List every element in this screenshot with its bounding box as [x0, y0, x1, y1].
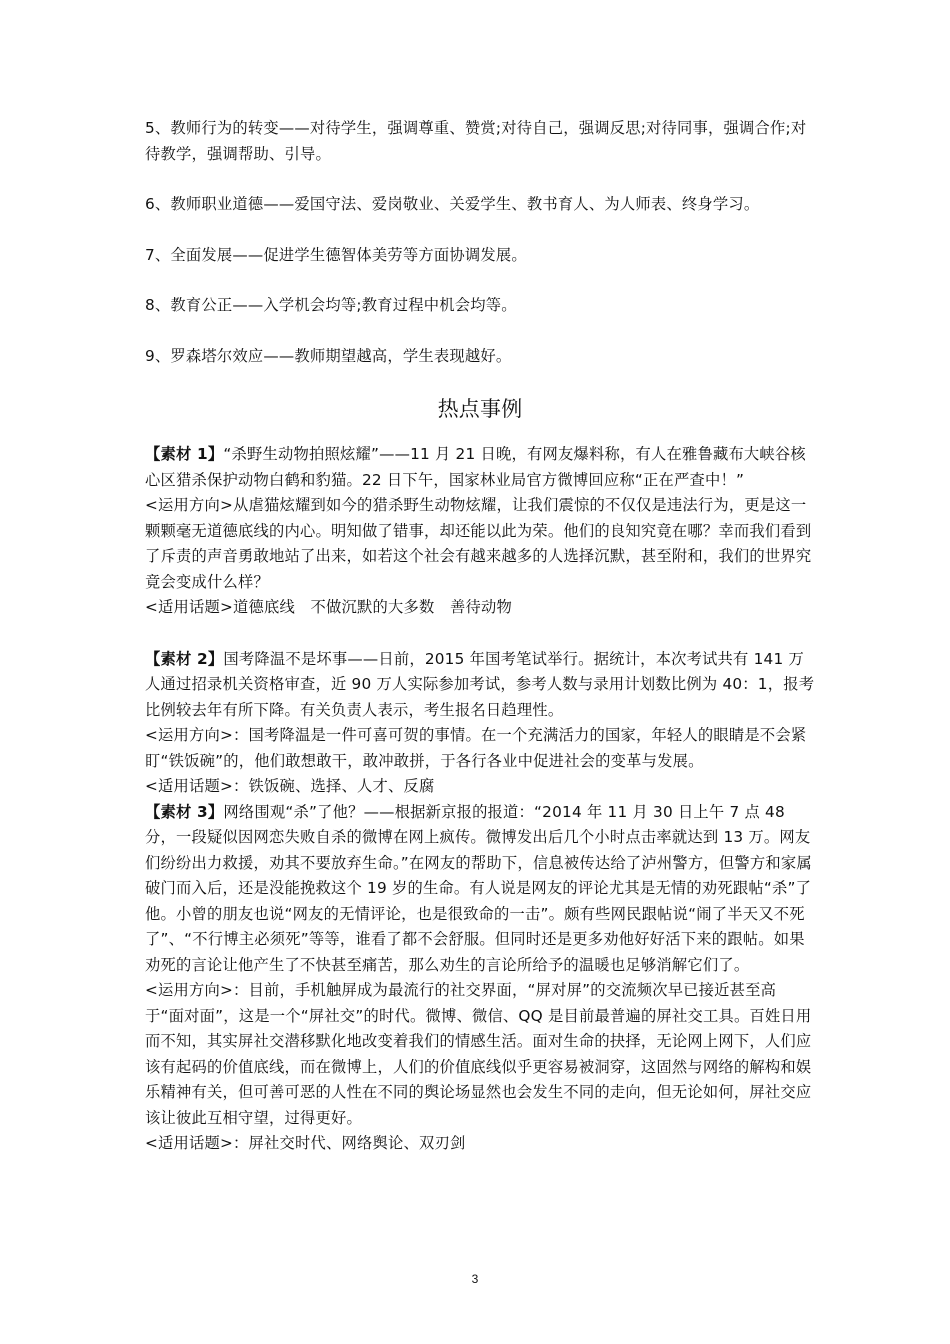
material-2 [145, 647, 815, 800]
material-1-body: “杀野生动物拍照炫耀”——11 月 21 日晚，有网友爆料称，有人在雅鲁藏布大峡谷核心区猎杀保护动物白鹤和豹猫。22 日下午，国家林业局官方微博回应称“正在严查中！” [145, 445, 806, 489]
document-page [145, 116, 815, 1157]
material-1 [145, 442, 815, 621]
material-2-text [145, 647, 815, 724]
material-3-direction: <运用方向>：目前，手机触屏成为最流行的社交界面，“屏对屏”的交流频次早已接近甚至高于“面对面”，这是一个“屏社交”的时代。微博、微信、QQ 是目前最普遍的屏社交工具。百姓日用而不知，其实屏社交潜移默化地改变着我们的情感生活。面对生命的抉择，无论网上网下，人们应该有起码的价值底线，而在微博上，人们的价值底线似乎更容易被洞穿，这固然与网络的解构和娱乐精神有关，但可善可恶的人性在不同的舆论场显然也会发生不同的走向，但无论如何，屏社交应该让彼此互相守望，过得更好。 [145, 981, 812, 1127]
material-2-body: 国考降温不是坏事——日前，2015 年国考笔试举行。据统计，本次考试共有 141 万人通过招录机关资格审查，近 90 万人实际参加考试，参考人数与录用计划数比例为 40：1，报考比例较去年有所下降。有关负责人表示，考生报名日趋理性。 [145, 649, 815, 719]
point-6: 6、教师职业道德——爱国守法、爱岗敬业、关爱学生、教书育人、为人师表、终身学习。 [145, 195, 760, 213]
material-1-label: 【素材 1】 [145, 445, 224, 463]
point-8: 8、教育公正——入学机会均等;教育过程中机会均等。 [145, 296, 517, 314]
material-3-body: 网络围观“杀”了他？——根据新京报的报道：“2014 年 11 月 30 日上午 7 点 48 分，一段疑似因网恋失败自杀的微博在网上疯传。微博发出后几个小时点击率就达到 13 万。网友们纷纷出力救援，劝其不要放弃生命。”在网友的帮助下，信息被传达给了泸州警方，但警方和家属破门而入后，还是没能挽救这个 19 岁的生命。有人说是网友的评论尤其是无情的劝死跟帖“杀”了他。小曾的朋友也说“网友的无情评论，也是很致命的一击”。颇有些网民跟帖说“闹了半天又不死了”、“不行博主必须死”等等，谁看了都不会舒服。但同时还是更多劝他好好活下来的跟帖。如果劝死的言论让他产生了不快甚至痛苦，那么劝生的言论所给予的温暖也足够消解它们了。 [145, 802, 812, 974]
page-number: 3 [471, 1272, 479, 1286]
section-title: 热点事例 [437, 397, 523, 421]
material-3-text [145, 800, 815, 979]
material-1-topics: <适用话题>道德底线 不做沉默的大多数 善待动物 [145, 598, 512, 616]
point-5: 5、教师行为的转变——对待学生，强调尊重、赞赏;对待自己，强调反思;对待同事，强调合作;对待教学，强调帮助、引导。 [145, 119, 807, 163]
material-1-direction: <运用方向>从虐猫炫耀到如今的猎杀野生动物炫耀，让我们震惊的不仅仅是违法行为，更是这一颗颗毫无道德底线的内心。明知做了错事，却还能以此为荣。他们的良知究竟在哪？幸而我们看到了斥责的声音勇敢地站了出来，如若这个社会有越来越多的人选择沉默，甚至附和，我们的世界究竟会变成什么样？ [145, 496, 812, 591]
material-2-topics: <适用话题>：铁饭碗、选择、人才、反腐 [145, 777, 435, 795]
material-3-label: 【素材 3】 [145, 802, 224, 821]
point-7: 7、全面发展——促进学生德智体美劳等方面协调发展。 [145, 245, 527, 264]
material-2-label: 【素材 2】 [145, 649, 224, 668]
material-3-topics: <适用话题>：屏社交时代、网络舆论、双刃剑 [145, 1134, 466, 1152]
material-3 [145, 800, 815, 1157]
material-1-text [145, 442, 815, 493]
point-9: 9、罗森塔尔效应——教师期望越高，学生表现越好。 [145, 346, 512, 365]
material-2-direction: <运用方向>：国考降温是一件可喜可贺的事情。在一个充满活力的国家，年轻人的眼睛是不会紧盯“铁饭碗”的，他们敢想敢干，敢冲敢拼，于各行各业中促进社会的变革与发展。 [145, 726, 807, 770]
spacer [145, 621, 815, 647]
